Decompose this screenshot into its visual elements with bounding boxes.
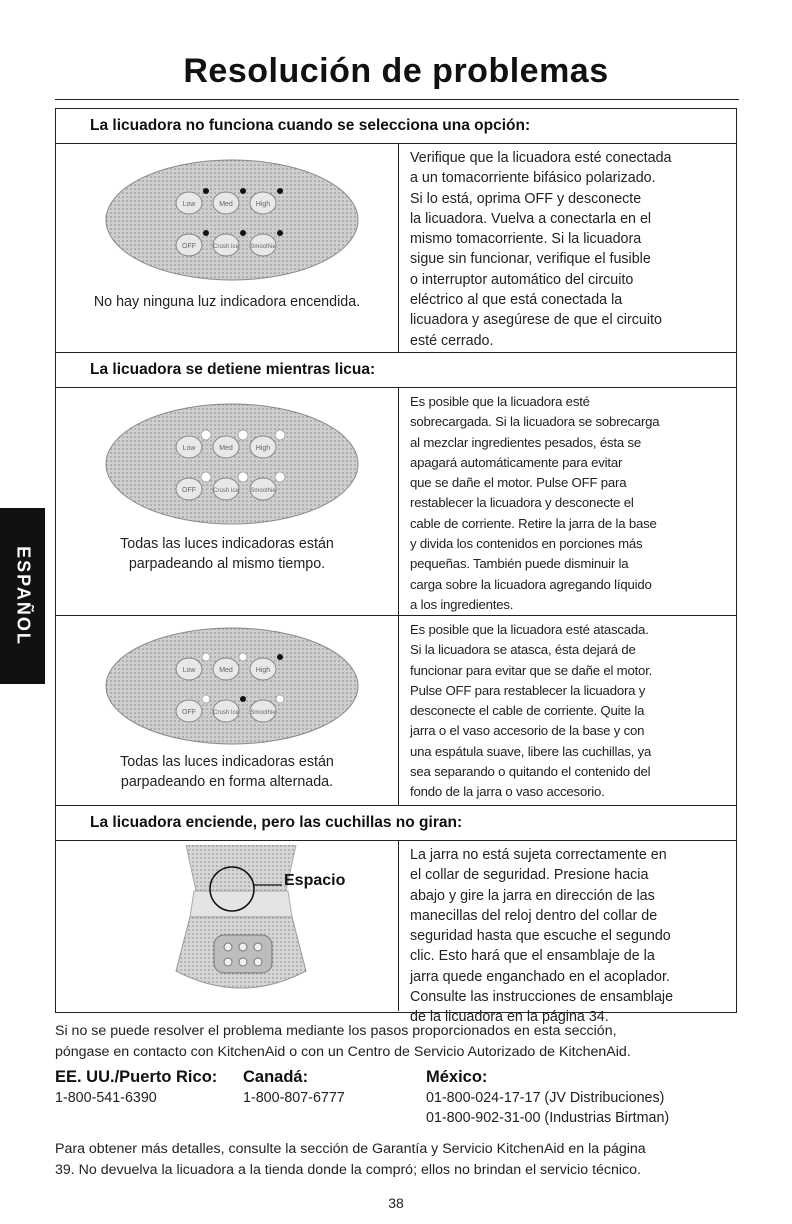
troubleshooting-table [55, 108, 737, 1026]
section-2-row-2 [56, 616, 736, 806]
caption-line: Todas las luces indicadoras están [120, 536, 334, 552]
indicator-light-icon [240, 696, 246, 702]
panel-button-high: High [255, 201, 271, 208]
text-line: Es posible que la licuadora esté atascada. [410, 622, 649, 637]
row-caption [56, 534, 398, 574]
panel-button-smoothie: Smoothie [250, 488, 276, 494]
text-line: Pulse OFF para restablecer la licuadora y [410, 682, 646, 698]
contact-usa [55, 1066, 217, 1108]
text-line: fondo de la jarra o vaso accesorio. [410, 784, 605, 800]
row-caption [56, 752, 398, 792]
gap-label: Espacio [284, 872, 346, 889]
panel-button-off: OFF [182, 487, 196, 494]
panel-button-crush-ice: Crush Ice [213, 244, 239, 250]
indicator-light-icon [277, 230, 283, 236]
text-line: Consulte las instrucciones de ensamblaje [410, 989, 674, 1006]
text-line: manecillas del reloj dentro del collar de [410, 907, 658, 924]
text-line: carga sobre la licuadora agregando líquido [410, 576, 652, 592]
text-line: Si lo está, oprima OFF y desconecte [410, 190, 642, 207]
panel-button-low: Low [182, 667, 196, 674]
contact-phone: 1-800-541-6390 [55, 1090, 157, 1106]
text-line: La jarra no está sujeta correctamente en [410, 847, 667, 863]
flashing-light-icon [276, 695, 284, 703]
caption-line: parpadeando en forma alternada. [120, 774, 334, 790]
text-line: apagará automáticamente para evitar [410, 454, 623, 470]
page-number: 38 [388, 1195, 404, 1211]
side-tab-label: ESPAÑOL [13, 546, 33, 646]
control-panel-illustration [102, 400, 362, 528]
panel-button-smoothie: Smoothie [250, 710, 276, 716]
contact-label: EE. UU./Puerto Rico: [55, 1068, 218, 1086]
panel-button-crush-ice: Crush Ice [213, 488, 239, 494]
panel-button-low: Low [182, 201, 196, 208]
panel-button-smoothie: Smoothie [250, 244, 276, 250]
caption-line: Todas las luces indicadoras están [120, 754, 334, 770]
text-line: que se dañe el motor. Pulse OFF para [410, 475, 627, 491]
paragraph-line: 39. No devuelva la licuadora a la tienda donde la compró; ellos no brindan el servicio técnico. [55, 1162, 641, 1178]
contact-phone: 01-800-024-17-17 (JV Distribuciones) [426, 1090, 665, 1106]
column-divider [398, 388, 399, 615]
contact-mexico [426, 1066, 669, 1128]
indicator-light-icon [240, 230, 246, 236]
flashing-light-icon [201, 472, 211, 482]
solution-text [410, 392, 730, 615]
contact-label: México: [426, 1068, 488, 1086]
section-3-row [56, 841, 736, 1026]
indicator-light-icon [203, 188, 209, 194]
flashing-light-icon [275, 472, 285, 482]
language-side-tab [0, 508, 45, 684]
panel-button-med: Med [219, 667, 233, 674]
flashing-light-icon [238, 430, 248, 440]
flashing-light-icon [202, 695, 210, 703]
solution-text [410, 845, 730, 1028]
text-line: de la licuadora en la página 34. [410, 1009, 609, 1026]
solution-text [410, 148, 730, 351]
paragraph-line: Para obtener más detalles, consulte la sección de Garantía y Servicio KitchenAid en la página [55, 1141, 646, 1157]
text-line: funcionar para evitar que se dañe el motor. [410, 662, 653, 678]
text-line: jarra quede enganchado en el acoplador. [410, 968, 670, 985]
flashing-light-icon [202, 653, 210, 661]
contact-label: Canadá: [243, 1068, 309, 1086]
indicator-light-icon [277, 654, 283, 660]
panel-button-crush-ice: Crush Ice [213, 710, 239, 716]
contact-canada [243, 1066, 345, 1108]
panel-button-off: OFF [182, 709, 196, 716]
text-line: Si la licuadora se atasca, ésta dejará de [410, 642, 636, 658]
text-line: a un tomacorriente bifásico polarizado. [410, 170, 656, 187]
text-line: desconecte el cable de corriente. Quite la [410, 703, 645, 719]
section-1-header: La licuadora no funciona cuando se selecciona una opción: [56, 109, 736, 144]
caption-line: parpadeando al mismo tiempo. [128, 556, 326, 572]
flashing-light-icon [238, 472, 248, 482]
text-line: pequeñas. También puede disminuir la [410, 556, 629, 572]
text-line: y divida los contenidos en porciones más [410, 536, 643, 552]
text-line: al mezclar ingredientes pesados, ésta se [410, 434, 641, 450]
warranty-note [55, 1139, 745, 1181]
section-2-row-1 [56, 388, 736, 616]
text-line: a los ingredientes. [410, 596, 514, 612]
text-line: sea separando o quitando el contenido del [410, 764, 651, 780]
panel-button-med: Med [219, 445, 233, 452]
row-caption [56, 292, 398, 312]
section-1-row [56, 144, 736, 353]
text-line: Es posible que la licuadora esté [410, 394, 590, 409]
flashing-light-icon [239, 653, 247, 661]
text-line: jarra o el vaso accesorio de la base y con [410, 723, 645, 739]
text-line: sigue sin funcionar, verifique el fusible [410, 251, 651, 268]
text-line: mismo tomacorriente. Si la licuadora [410, 231, 642, 248]
paragraph-line: Si no se puede resolver el problema mediante los pasos proporcionados en esta sección, [55, 1023, 617, 1039]
text-line: esté cerrado. [410, 332, 494, 349]
text-line: el collar de seguridad. Presione hacia [410, 867, 649, 884]
text-line: Verifique que la licuadora esté conectada [410, 150, 672, 166]
text-line: una espátula suave, libere las cuchillas, ya [410, 743, 652, 759]
solution-text [410, 620, 730, 803]
text-line: clic. Esto hará que el ensamblaje de la [410, 948, 655, 965]
text-line: sobrecargada. Si la licuadora se sobrecarga [410, 414, 660, 430]
column-divider [398, 841, 399, 1011]
text-line: o interruptor automático del circuito [410, 271, 634, 288]
caption-line: No hay ninguna luz indicadora encendida. [93, 294, 361, 310]
contact-phone: 01-800-902-31-00 (Industrias Birtman) [426, 1110, 670, 1126]
panel-button-high: High [255, 667, 271, 674]
column-divider [398, 616, 399, 805]
panel-button-low: Low [182, 445, 196, 452]
indicator-light-icon [203, 230, 209, 236]
panel-button-med: Med [219, 201, 233, 208]
paragraph-line: póngase en contacto con KitchenAid o con un Centro de Servicio Autorizado de KitchenAid. [55, 1044, 631, 1060]
indicator-light-icon [277, 188, 283, 194]
text-line: eléctrico al que está conectada la [410, 292, 623, 309]
control-panel-illustration [102, 624, 362, 748]
text-line: licuadora y asegúrese de que el circuito [410, 312, 662, 329]
flashing-light-icon [275, 430, 285, 440]
panel-button-off: OFF [182, 243, 196, 250]
control-panel-illustration [102, 156, 362, 284]
page-title: Resolución de problemas [183, 52, 609, 90]
text-line: seguridad hasta que escuche el segundo [410, 928, 671, 945]
panel-button-high: High [255, 445, 271, 452]
text-line: abajo y gire la jarra en dirección de las [410, 887, 655, 904]
indicator-light-icon [240, 188, 246, 194]
contact-phone: 1-800-807-6777 [243, 1090, 345, 1106]
column-divider [398, 144, 399, 352]
blender-base-illustration [156, 845, 326, 1009]
flashing-light-icon [201, 430, 211, 440]
section-3-header: La licuadora enciende, pero las cuchillas no giran: [56, 806, 736, 841]
section-2-header: La licuadora se detiene mientras licua: [56, 353, 736, 388]
text-line: cable de corriente. Retire la jarra de la base [410, 515, 657, 531]
title-rule [55, 99, 739, 100]
service-paragraph [55, 1021, 745, 1063]
text-line: restablecer la licuadora y desconecte el [410, 495, 634, 511]
text-line: la licuadora. Vuelva a conectarla en el [410, 210, 652, 227]
